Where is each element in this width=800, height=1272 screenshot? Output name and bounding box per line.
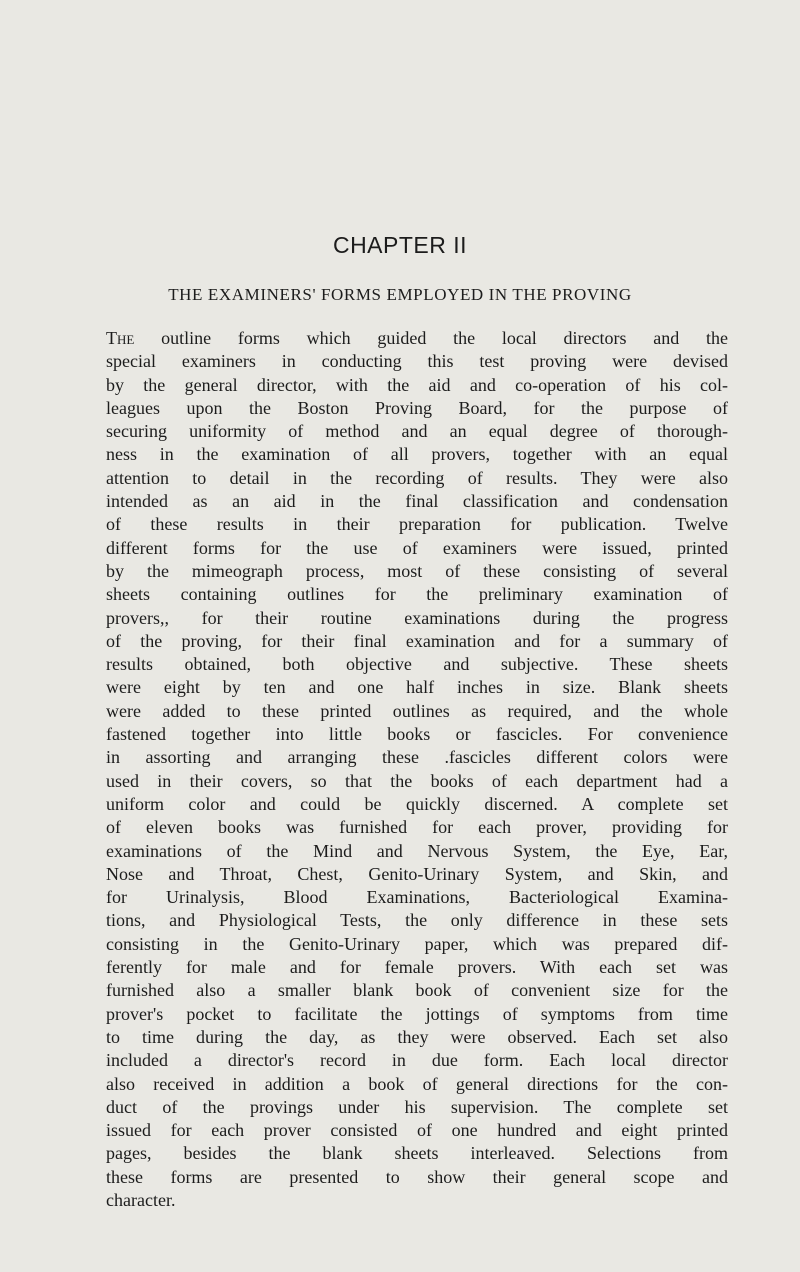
paragraph-line: consisting in the Genito-Urinary paper, which was prepared dif- — [106, 933, 728, 954]
paragraph-line: to time during the day, as they were observed. Each set also — [106, 1026, 728, 1047]
paragraph-line: issued for each prover consisted of one hundred and eight printed — [106, 1120, 728, 1141]
paragraph-line: The outline forms which guided the local directors and the — [106, 328, 729, 348]
paragraph-line: by the general director, with the aid and co-operation of his col- — [106, 374, 728, 395]
paragraph-line: of these results in their preparation for publication. Twelve — [106, 514, 728, 535]
paragraph-line: tions, and Physiological Tests, the only difference in these sets — [106, 910, 728, 931]
paragraph-line: for Urinalysis, Blood Examinations, Bacteriological Examina- — [106, 887, 728, 908]
paragraph-line: were eight by ten and one half inches in size. Blank sheets — [106, 677, 728, 698]
paragraph-line: furnished also a smaller blank book of convenient size for the — [106, 980, 728, 1001]
paragraph-line: leagues upon the Boston Proving Board, for the purpose of — [106, 397, 728, 418]
paragraph-line: pages, besides the blank sheets interleaved. Selections from — [106, 1143, 728, 1164]
paragraph-line: in assorting and arranging these .fascicles different colors were — [106, 747, 728, 768]
paragraph-line: special examiners in conducting this test proving were devised — [106, 351, 728, 372]
paragraph-line: prover's pocket to facilitate the jottings of symptoms from time — [106, 1003, 728, 1024]
paragraph-line: ferently for male and for female provers. With each set was — [106, 957, 728, 978]
paragraph-line: provers,, for their routine examinations during the progress — [106, 607, 728, 628]
paragraph-line: ness in the examination of all provers, together with an equal — [106, 444, 728, 465]
paragraph-line: of eleven books was furnished for each prover, providing for — [106, 817, 728, 838]
paragraph-line: securing uniformity of method and an equal degree of thorough- — [106, 421, 728, 442]
paragraph-line: these forms are presented to show their general scope and — [106, 1166, 728, 1187]
paragraph-line: different forms for the use of examiners were issued, printed — [106, 537, 728, 558]
paragraph-line: results obtained, both objective and subjective. These sheets — [106, 654, 728, 675]
opening-word: The — [106, 328, 135, 348]
paragraph-line: Nose and Throat, Chest, Genito-Urinary System, and Skin, and — [106, 863, 728, 884]
paragraph-line: were added to these printed outlines as required, and the whole — [106, 700, 728, 721]
paragraph-line: examinations of the Mind and Nervous System, the Eye, Ear, — [106, 840, 728, 861]
paragraph-line: fastened together into little books or fascicles. For convenience — [106, 724, 728, 745]
chapter-number: CHAPTER II — [332, 232, 468, 258]
paragraph-line: duct of the provings under his supervision. The complete set — [106, 1096, 728, 1117]
body-paragraph — [106, 327, 728, 1212]
paragraph-line: intended as an aid in the final classification and condensation — [106, 491, 728, 512]
paragraph-line: of the proving, for their final examination and for a summary of — [106, 630, 728, 651]
paragraph-line: sheets containing outlines for the preliminary examination of — [106, 584, 728, 605]
paragraph-line: attention to detail in the recording of results. They were also — [106, 467, 728, 488]
chapter-title: THE EXAMINERS' FORMS EMPLOYED IN THE PROVING — [168, 285, 632, 304]
paragraph-line: character. — [106, 1189, 176, 1210]
paragraph-line: included a director's record in due form. Each local director — [106, 1050, 728, 1071]
paragraph-line: used in their covers, so that the books of each department had a — [106, 770, 728, 791]
paragraph-line: by the mimeograph process, most of these consisting of several — [106, 560, 728, 581]
paragraph-line: also received in addition a book of general directions for the con- — [106, 1073, 728, 1094]
paragraph-line: uniform color and could be quickly discerned. A complete set — [106, 793, 728, 814]
